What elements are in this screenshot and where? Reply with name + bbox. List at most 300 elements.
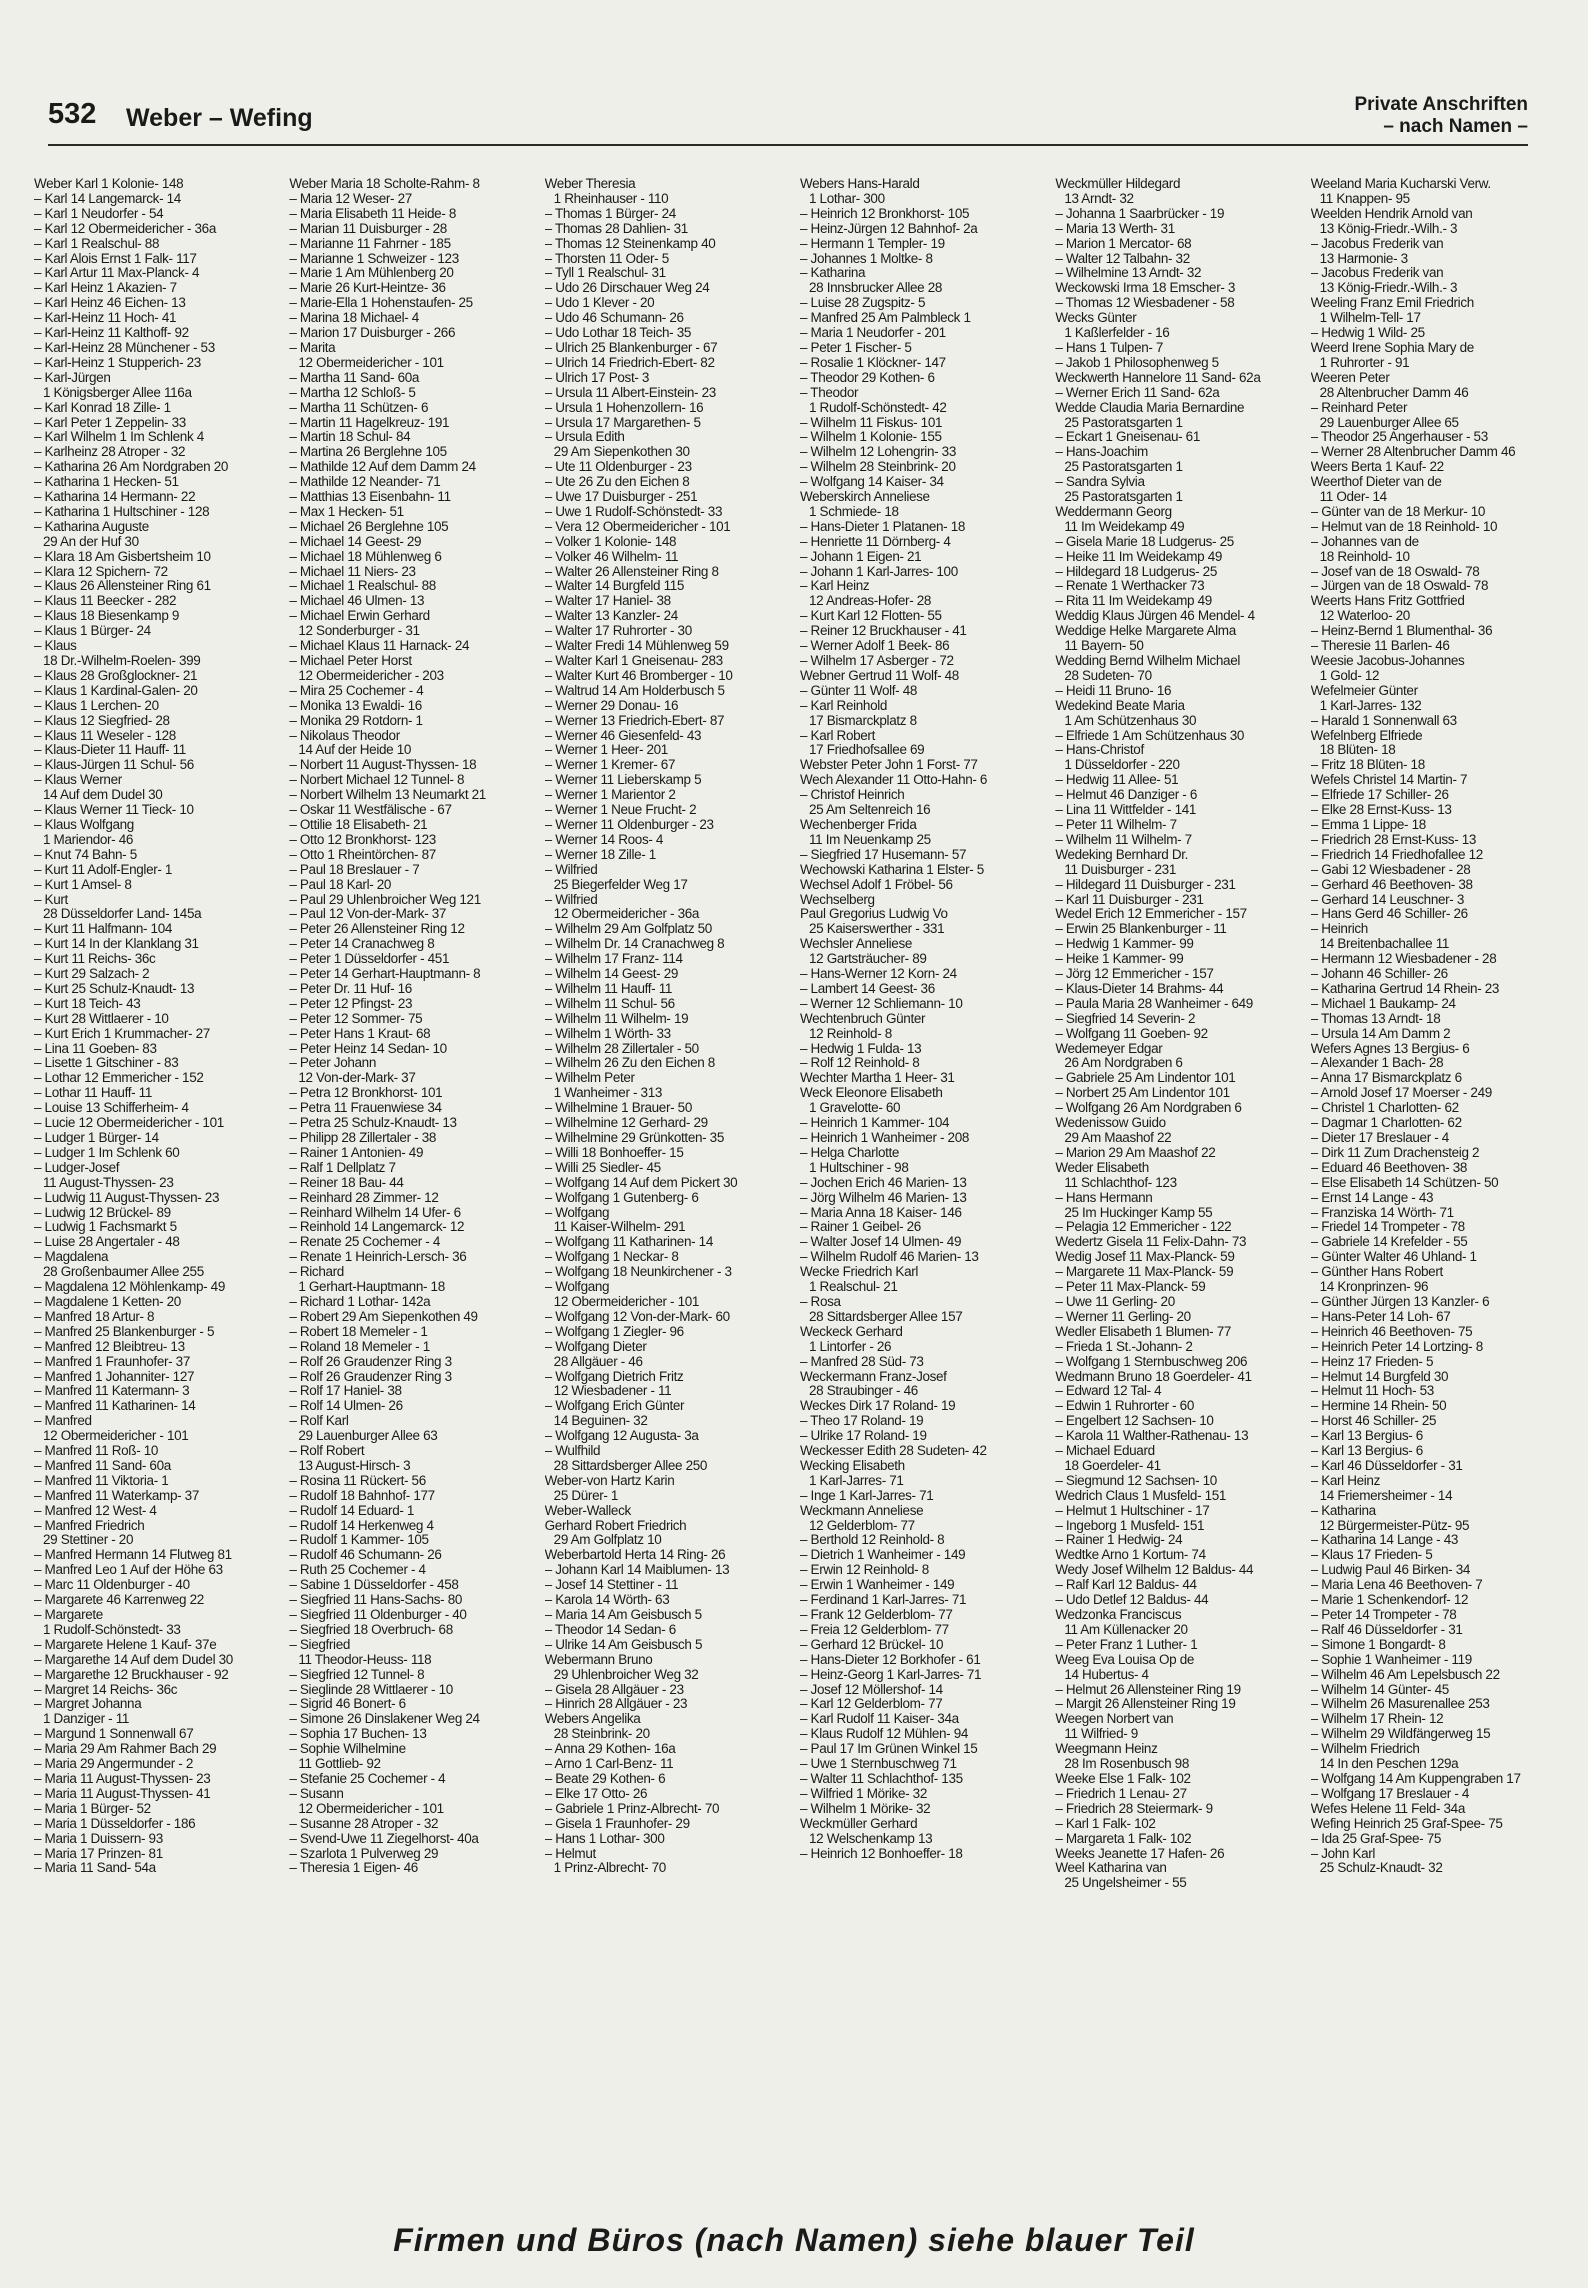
directory-entry: Wefelmeier Günter bbox=[1310, 683, 1418, 698]
page-number: 532 bbox=[48, 98, 97, 130]
directory-entry: Wedrich Claus 1 Musfeld- 151 bbox=[1055, 1488, 1227, 1503]
directory-entry: – Klara 18 Am Gisbertsheim 10 bbox=[34, 549, 211, 564]
directory-entry: – Klaus-Dieter 14 Brahms- 44 bbox=[1055, 981, 1224, 996]
directory-entry: – Lucie 12 Obermeidericher - 101 bbox=[34, 1116, 224, 1131]
directory-entry: 11 Wilfried- 9 bbox=[1064, 1727, 1138, 1742]
directory-entry: – Karl 1 Realschul- 88 bbox=[34, 236, 160, 251]
directory-entry: – Siegfried 18 Overbruch- 68 bbox=[289, 1622, 453, 1637]
directory-entry: – Hans-Joachim bbox=[1055, 445, 1148, 460]
directory-entry: – Ralf 1 Dellplatz 7 bbox=[289, 1160, 396, 1175]
directory-entry: – Peter 12 Pfingst- 23 bbox=[289, 996, 413, 1011]
directory-entry: – Maria Elisabeth 11 Heide- 8 bbox=[289, 206, 457, 221]
directory-entry: – Rosina 11 Rückert- 56 bbox=[289, 1473, 426, 1488]
directory-entry: – Karl Reinhold bbox=[799, 698, 888, 713]
directory-entry: 25 Dürer- 1 bbox=[553, 1488, 619, 1503]
directory-entry: – Klaus bbox=[34, 639, 77, 654]
directory-entry: 1 Rheinhauser - 110 bbox=[553, 191, 669, 206]
directory-entry: – Emma 1 Lippe- 18 bbox=[1310, 817, 1426, 832]
directory-entry: 14 Beguinen- 32 bbox=[553, 1414, 648, 1429]
directory-entry: – Wilhelm 29 Am Golfplatz 50 bbox=[544, 922, 712, 937]
directory-entry: – Arno 1 Carl-Benz- 11 bbox=[544, 1757, 674, 1772]
directory-entry: – Lina 11 Wittfelder - 141 bbox=[1055, 803, 1197, 818]
directory-entry: – Norbert 11 August-Thyssen- 18 bbox=[289, 758, 477, 773]
directory-entry: – Paul 18 Breslauer - 7 bbox=[289, 862, 420, 877]
directory-entry: 12 Sonderburger - 31 bbox=[298, 624, 420, 639]
directory-entry: – Heinz-Jürgen 12 Bahnhof- 2a bbox=[799, 221, 978, 236]
directory-entry: – Wolfgang 14 Auf dem Pickert 30 bbox=[544, 1175, 738, 1190]
directory-entry: – Hans-Christof bbox=[1055, 743, 1144, 758]
directory-entry: – Johanna 1 Saarbrücker - 19 bbox=[1055, 206, 1225, 221]
directory-entry: – Elfriede 17 Schiller- 26 bbox=[1310, 788, 1449, 803]
directory-entry: – Hinrich 28 Allgäuer - 23 bbox=[544, 1697, 688, 1712]
directory-entry: 1 Gold- 12 bbox=[1319, 668, 1380, 683]
directory-entry: – Heike 11 Im Weidekamp 49 bbox=[1055, 549, 1223, 564]
directory-entry: Wedenissow Guido bbox=[1055, 1116, 1166, 1131]
directory-entry: – Kurt 18 Teich- 43 bbox=[34, 996, 141, 1011]
directory-entry: – Friedel 14 Trompeter - 78 bbox=[1310, 1220, 1465, 1235]
directory-entry: – Wilhelm 17 Rhein- 12 bbox=[1310, 1712, 1444, 1727]
directory-entry: 29 Am Siepenkothen 30 bbox=[553, 445, 690, 460]
directory-entry: – Hans-Werner 12 Korn- 24 bbox=[799, 967, 957, 982]
directory-entry: – Martha 11 Sand- 60a bbox=[289, 370, 420, 385]
directory-entry: – Else Elisabeth 14 Schützen- 50 bbox=[1310, 1175, 1499, 1190]
directory-entry: – Margret 14 Reichs- 36c bbox=[34, 1682, 178, 1697]
directory-entry: – Svend-Uwe 11 Ziegelhorst- 40a bbox=[289, 1831, 479, 1846]
directory-entry: – Anna 17 Bismarckplatz 6 bbox=[1310, 1071, 1462, 1086]
directory-entry: – Karl-Heinz 11 Kalthoff- 92 bbox=[34, 326, 189, 341]
directory-entry: – Susann bbox=[289, 1786, 344, 1801]
directory-entry: – Hans-Dieter 1 Platanen- 18 bbox=[799, 519, 966, 534]
directory-entry: – Josef van de 18 Oswald- 78 bbox=[1310, 564, 1480, 579]
directory-entry: – Jürgen van de 18 Oswald- 78 bbox=[1310, 579, 1489, 594]
directory-entry: – Wilhelmine 29 Grünkotten- 35 bbox=[544, 1131, 725, 1145]
directory-entry: – Maria 11 Sand- 54a bbox=[34, 1861, 156, 1876]
directory-entry: – Kurt 11 Reichs- 36c bbox=[34, 952, 156, 967]
directory-entry: 12 Obermeidericher - 36a bbox=[553, 907, 700, 922]
directory-entry: – Siegfried bbox=[289, 1637, 351, 1652]
directory-entry: – Lina 11 Goeben- 83 bbox=[34, 1041, 157, 1056]
directory-entry: – Karl Heinz 46 Eichen- 13 bbox=[34, 296, 186, 311]
directory-entry: 11 Kaiser-Wilhelm- 291 bbox=[553, 1220, 686, 1235]
directory-entry: 28 Innsbrucker Allee 28 bbox=[808, 281, 943, 296]
directory-entry: 29 Am Maashof 22 bbox=[1064, 1131, 1172, 1145]
directory-entry: Weber Maria 18 Scholte-Rahm- 8 bbox=[289, 177, 480, 191]
directory-entry: – Otto 12 Bronkhorst- 123 bbox=[289, 832, 436, 847]
directory-entry: – Walter 12 Talbahn- 32 bbox=[1055, 251, 1190, 266]
directory-entry: – Uwe 17 Duisburger - 251 bbox=[544, 490, 698, 505]
directory-entry: Wecke Friedrich Karl bbox=[799, 1265, 919, 1280]
directory-entry: – Heidi 11 Bruno- 16 bbox=[1055, 683, 1172, 698]
directory-entry: – Maria 1 Bürger- 52 bbox=[34, 1801, 151, 1816]
directory-entry: 1 Lintorfer - 26 bbox=[808, 1339, 892, 1354]
directory-entry: Wecks Günter bbox=[1055, 311, 1137, 326]
directory-entry: – Margret Johanna bbox=[34, 1697, 142, 1712]
directory-entry: Weeke Else 1 Falk- 102 bbox=[1055, 1771, 1191, 1786]
directory-entry: – Manfred 11 Viktoria- 1 bbox=[34, 1473, 169, 1488]
directory-entry: – Katharina 1 Hultschiner - 128 bbox=[34, 504, 210, 519]
directory-entry: Weber-von Hartz Karin bbox=[544, 1473, 675, 1488]
directory-entry: 28 Düsseldorfer Land- 145a bbox=[43, 907, 202, 922]
directory-entry: – Philipp 28 Zillertaler - 38 bbox=[289, 1131, 437, 1145]
directory-entry: – Rolf 14 Ulmen- 26 bbox=[289, 1399, 403, 1414]
directory-entry: – Hildegard 11 Duisburger - 231 bbox=[1055, 877, 1236, 892]
directory-column-1 bbox=[34, 177, 277, 2195]
directory-entry: – Manfred 11 Katharinen- 14 bbox=[34, 1399, 196, 1414]
directory-entry: – Hedwig 1 Fulda- 13 bbox=[799, 1041, 922, 1056]
directory-entry: Weckmüller Gerhard bbox=[799, 1816, 918, 1831]
directory-entry: – Hans-Dieter 12 Borkhofer - 61 bbox=[799, 1652, 981, 1667]
directory-entry: – Klaus 17 Frieden- 5 bbox=[1310, 1548, 1433, 1563]
directory-entry: – Harald 1 Sonnenwall 63 bbox=[1310, 713, 1457, 728]
directory-entry: – Siegfried 11 Hans-Sachs- 80 bbox=[289, 1593, 463, 1608]
directory-entry: – Ludwig 1 Fachsmarkt 5 bbox=[34, 1220, 177, 1235]
directory-entry: – Berthold 12 Reinhold- 8 bbox=[799, 1533, 945, 1548]
directory-entry: – Wilhelm 11 Schul- 56 bbox=[544, 996, 675, 1011]
directory-entry: Weeren Peter bbox=[1310, 370, 1390, 385]
directory-entry: – Wolfgang 26 Am Nordgraben 6 bbox=[1055, 1101, 1242, 1116]
directory-entry: – Engelbert 12 Sachsen- 10 bbox=[1055, 1414, 1214, 1429]
directory-entry: – Margareta 1 Falk- 102 bbox=[1055, 1831, 1192, 1846]
directory-entry: – Norbert Wilhelm 13 Neumarkt 21 bbox=[289, 788, 486, 803]
directory-entry: – Edward 12 Tal- 4 bbox=[1055, 1384, 1162, 1399]
directory-entry: – Dietrich 1 Wanheimer - 149 bbox=[799, 1548, 966, 1563]
directory-entry: – Monika 29 Rotdorn- 1 bbox=[289, 713, 423, 728]
directory-entry: Weckermann Franz-Josef bbox=[799, 1369, 947, 1384]
directory-column-4 bbox=[800, 177, 1043, 2195]
directory-entry: – Michael 14 Geest- 29 bbox=[289, 534, 422, 549]
directory-entry: 25 Am Seltenreich 16 bbox=[808, 803, 931, 818]
directory-entry: – Katharina bbox=[1310, 1503, 1376, 1518]
directory-entry: – Heinrich 1 Wanheimer - 208 bbox=[799, 1131, 970, 1145]
directory-entry: – Karl 46 Düsseldorfer - 31 bbox=[1310, 1458, 1463, 1473]
directory-entry: – Ludger-Josef bbox=[34, 1160, 120, 1175]
directory-entry: – Werner 1 Marientor 2 bbox=[544, 788, 676, 803]
directory-entry: – Mira 25 Cochemer - 4 bbox=[289, 683, 424, 698]
directory-entry: – Walter 14 Burgfeld 115 bbox=[544, 579, 685, 594]
directory-entry: Gerhard Robert Friedrich bbox=[544, 1518, 687, 1533]
directory-entry: – Karl 1 Neudorfer - 54 bbox=[34, 206, 164, 221]
directory-entry: 12 Gelderblom- 77 bbox=[808, 1518, 915, 1533]
directory-entry: – Karl-Heinz 28 Münchener - 53 bbox=[34, 340, 215, 355]
directory-entry: 28 Allgäuer - 46 bbox=[553, 1354, 643, 1369]
directory-entry: – Ulrike 14 Am Geisbusch 5 bbox=[544, 1637, 703, 1652]
directory-entry: – Ferdinand 1 Karl-Jarres- 71 bbox=[799, 1593, 967, 1608]
directory-entry: – Udo Detlef 12 Baldus- 44 bbox=[1055, 1593, 1209, 1608]
directory-entry: 28 Steinbrink- 20 bbox=[553, 1727, 650, 1742]
directory-entry: – Klaus 11 Weseler - 128 bbox=[34, 728, 176, 743]
directory-entry: – Heinz 17 Frieden- 5 bbox=[1310, 1354, 1434, 1369]
directory-entry: Wedig Josef 11 Max-Planck- 59 bbox=[1055, 1250, 1235, 1265]
directory-entry: Wechenberger Frida bbox=[799, 817, 917, 832]
directory-column-6 bbox=[1311, 177, 1554, 2195]
directory-entry: – Eduard 46 Beethoven- 38 bbox=[1310, 1160, 1468, 1175]
directory-entry: 29 Stettiner - 20 bbox=[43, 1533, 134, 1548]
directory-entry: 11 Gottlieb- 92 bbox=[298, 1757, 381, 1772]
directory-entry: – Wolfgang 17 Breslauer - 4 bbox=[1310, 1786, 1470, 1801]
directory-entry: – Katharina 14 Lange - 43 bbox=[1310, 1533, 1459, 1548]
directory-entry: – Norbert Michael 12 Tunnel- 8 bbox=[289, 773, 465, 788]
directory-entry: Weeling Franz Emil Friedrich bbox=[1310, 296, 1474, 311]
directory-entry: – Ursula 17 Margarethen- 5 bbox=[544, 415, 701, 430]
directory-entry: – Michael Peter Horst bbox=[289, 654, 412, 668]
directory-entry: – Kurt 11 Adolf-Engler- 1 bbox=[34, 862, 173, 877]
directory-entry: – Wolfgang Dietrich Fritz bbox=[544, 1369, 684, 1384]
directory-entry: – Klaus 18 Biesenkamp 9 bbox=[34, 609, 180, 624]
directory-entry: – Hermine 14 Rhein- 50 bbox=[1310, 1399, 1447, 1414]
directory-entry: – Martin 18 Schul- 84 bbox=[289, 430, 411, 445]
directory-entry: Wedde Claudia Maria Bernardine bbox=[1055, 400, 1245, 415]
directory-entry: – Werner 28 Altenbrucher Damm 46 bbox=[1310, 445, 1516, 460]
directory-entry: 13 August-Hirsch- 3 bbox=[298, 1458, 411, 1473]
directory-entry: – Marie 1 Schenkendorf- 12 bbox=[1310, 1593, 1469, 1608]
directory-entry: – Klaus 1 Lerchen- 20 bbox=[34, 698, 159, 713]
directory-entry: – Vera 12 Obermeidericher - 101 bbox=[544, 519, 731, 534]
directory-entry: Wefers Agnes 13 Bergius- 6 bbox=[1310, 1041, 1470, 1056]
directory-entry: – Rolf 26 Graudenzer Ring 3 bbox=[289, 1354, 452, 1369]
directory-entry: 18 Blüten- 18 bbox=[1319, 743, 1396, 758]
directory-entry: 11 Duisburger - 231 bbox=[1064, 862, 1176, 877]
directory-entry: Weerthof Dieter van de bbox=[1310, 475, 1442, 490]
directory-entry: – Magdalene 1 Ketten- 20 bbox=[34, 1294, 181, 1309]
directory-entry: 29 Am Golfplatz 10 bbox=[553, 1533, 662, 1548]
directory-entry: Weber Karl 1 Kolonie- 148 bbox=[34, 177, 184, 191]
directory-entry: – Wilfried bbox=[544, 862, 598, 877]
directory-entry: – Frieda 1 St.-Johann- 2 bbox=[1055, 1339, 1193, 1354]
directory-entry: – Thorsten 11 Oder- 5 bbox=[544, 251, 669, 266]
section-title bbox=[1354, 94, 1528, 138]
directory-entry: – Werner 18 Zille- 1 bbox=[544, 847, 656, 862]
directory-entry: – Helga Charlotte bbox=[799, 1145, 900, 1160]
directory-entry: – Michael Eduard bbox=[1055, 1444, 1155, 1459]
directory-entry: – Oskar 11 Westfälische - 67 bbox=[289, 803, 452, 818]
directory-entry: – Marc 11 Oldenburger - 40 bbox=[34, 1578, 190, 1593]
directory-entry: – Wulfhild bbox=[544, 1444, 601, 1459]
directory-entry: – Pelagia 12 Emmericher - 122 bbox=[1055, 1220, 1232, 1235]
directory-entry: – Rolf 12 Reinhold- 8 bbox=[799, 1056, 920, 1071]
directory-entry: – Manfred 28 Süd- 73 bbox=[799, 1354, 924, 1369]
directory-entry: – Friedrich 1 Lenau- 27 bbox=[1055, 1786, 1187, 1801]
directory-entry: – Karl 11 Duisburger - 231 bbox=[1055, 892, 1204, 907]
directory-entry: – Marianne 1 Schweizer - 123 bbox=[289, 251, 459, 266]
directory-entry: – Wolfgang 14 Kaiser- 34 bbox=[799, 475, 944, 490]
directory-entry: Wechtenbruch Günter bbox=[799, 1011, 926, 1026]
directory-entry: – Josef 14 Stettiner - 11 bbox=[544, 1578, 679, 1593]
directory-entry: – Wilhelm 11 Wilhelm- 19 bbox=[544, 1011, 689, 1026]
directory-entry: – Hedwig 1 Wild- 25 bbox=[1310, 326, 1425, 341]
directory-entry: 1 Kaßlerfelder - 16 bbox=[1064, 326, 1170, 341]
directory-entry: – Wilhelm 11 Wilhelm- 7 bbox=[1055, 832, 1192, 847]
directory-entry: – Magdalena 12 Möhlenkamp- 49 bbox=[34, 1280, 225, 1295]
directory-entry: – Michael 11 Niers- 23 bbox=[289, 564, 416, 579]
directory-entry: – Reinhard 28 Zimmer- 12 bbox=[289, 1190, 439, 1205]
directory-entry: 11 Im Weidekamp 49 bbox=[1064, 519, 1185, 534]
directory-entry: 28 Sittardsberger Allee 157 bbox=[808, 1309, 963, 1324]
directory-entry: 1 Danziger - 11 bbox=[43, 1712, 130, 1727]
directory-entry: – Roland 18 Memeler - 1 bbox=[289, 1339, 430, 1354]
directory-entry: – Udo 1 Klever - 20 bbox=[544, 296, 655, 311]
directory-entry: – Louise 13 Schifferheim- 4 bbox=[34, 1101, 189, 1116]
directory-entry: – Friedrich 28 Ernst-Kuss- 13 bbox=[1310, 832, 1477, 847]
section-title-line-2: – nach Namen – bbox=[1383, 116, 1528, 137]
directory-entry: – Karl 14 Langemarck- 14 bbox=[34, 191, 181, 206]
directory-entry: – Werner 13 Friedrich-Ebert- 87 bbox=[544, 713, 725, 728]
directory-entry: – Günther Jürgen 13 Kanzler- 6 bbox=[1310, 1294, 1490, 1309]
directory-entry: – Monika 13 Ewaldi- 16 bbox=[289, 698, 422, 713]
directory-entry: – Thomas 1 Bürger- 24 bbox=[544, 206, 676, 221]
directory-entry: 13 Arndt- 32 bbox=[1064, 191, 1134, 206]
directory-entry: – Siegfried 14 Severin- 2 bbox=[1055, 1011, 1196, 1026]
directory-entry: – Rita 11 Im Weidekamp 49 bbox=[1055, 594, 1212, 609]
directory-entry: – Mathilde 12 Auf dem Damm 24 bbox=[289, 460, 476, 475]
footer-note: Firmen und Büros (nach Namen) siehe blauer Teil bbox=[393, 2222, 1195, 2258]
directory-entry: – Wilhelm Rudolf 46 Marien- 13 bbox=[799, 1250, 979, 1265]
directory-entry: 11 Schlachthof- 123 bbox=[1064, 1175, 1177, 1190]
directory-entry: Wechsler Anneliese bbox=[799, 937, 913, 952]
directory-entry: – Martin 11 Hagelkreuz- 191 bbox=[289, 415, 450, 430]
directory-entry: – Gabi 12 Wiesbadener - 28 bbox=[1310, 862, 1471, 877]
directory-entry: – Richard bbox=[289, 1265, 344, 1280]
directory-entry: 14 In den Peschen 129a bbox=[1319, 1757, 1459, 1772]
directory-entry: – Anna 29 Kothen- 16a bbox=[544, 1742, 676, 1757]
directory-entry: 12 Gartsträucher- 89 bbox=[808, 952, 927, 967]
directory-entry: – Siegfried 12 Tunnel- 8 bbox=[289, 1667, 425, 1682]
directory-entry: – Klaus-Dieter 11 Hauff- 11 bbox=[34, 743, 186, 758]
directory-entry: – Helmut 14 Burgfeld 30 bbox=[1310, 1369, 1449, 1384]
directory-entry: – Wilhelmine 13 Arndt- 32 bbox=[1055, 266, 1202, 281]
directory-entry: – Gerhard 14 Leuschner- 3 bbox=[1310, 892, 1464, 907]
directory-entry: – Walter 17 Haniel- 38 bbox=[544, 594, 671, 609]
directory-entry: – Henriette 11 Dörnberg- 4 bbox=[799, 534, 951, 549]
directory-entry: – Rainer 1 Hedwig- 24 bbox=[1055, 1533, 1183, 1548]
directory-entry: 12 Obermeidericher - 101 bbox=[43, 1429, 189, 1444]
directory-entry: – Rainer 1 Antonien- 49 bbox=[289, 1145, 424, 1160]
directory-entry: – Wolfgang 12 Von-der-Mark- 60 bbox=[544, 1309, 730, 1324]
directory-entry: – Karlheinz 28 Atroper - 32 bbox=[34, 445, 186, 460]
directory-entry: – Ursula 11 Albert-Einstein- 23 bbox=[544, 385, 716, 400]
directory-entry: – Karl Rudolf 11 Kaiser- 34a bbox=[799, 1712, 959, 1727]
directory-entry: – Sophia 17 Buchen- 13 bbox=[289, 1727, 427, 1742]
directory-entry: – Michael 1 Realschul- 88 bbox=[289, 579, 436, 594]
directory-entry: – Hans Gerd 46 Schiller- 26 bbox=[1310, 907, 1468, 922]
directory-entry: – Karl Konrad 18 Zille- 1 bbox=[34, 400, 171, 415]
directory-entry: – Karola 11 Walther-Rathenau- 13 bbox=[1055, 1429, 1249, 1444]
directory-entry: – Rainer 1 Geibel- 26 bbox=[799, 1220, 921, 1235]
directory-entry: – Maria 1 Duissern- 93 bbox=[34, 1831, 163, 1846]
directory-entry: – Heinrich 46 Beethoven- 75 bbox=[1310, 1324, 1473, 1339]
directory-entry: – Rosa bbox=[799, 1294, 841, 1309]
directory-entry: – Karl Heinz bbox=[799, 579, 870, 594]
directory-entry: – Theresia 1 Eigen- 46 bbox=[289, 1861, 418, 1876]
directory-entry: Weeks Jeanette 17 Hafen- 26 bbox=[1055, 1846, 1225, 1861]
directory-entry: – Margit 26 Allensteiner Ring 19 bbox=[1055, 1697, 1236, 1712]
directory-entry: – Ralf 46 Düsseldorfer - 31 bbox=[1310, 1622, 1463, 1637]
directory-entry: – Stefanie 25 Cochemer - 4 bbox=[289, 1771, 446, 1786]
directory-entry: – Wolfgang 1 Sternbuschweg 206 bbox=[1055, 1354, 1248, 1369]
directory-entry: – Walter Karl 1 Gneisenau- 283 bbox=[544, 654, 723, 668]
directory-entry: 12 Von-der-Mark- 37 bbox=[298, 1071, 416, 1086]
directory-entry: – Maria Anna 18 Kaiser- 146 bbox=[799, 1205, 962, 1220]
directory-entry: 28 Straubinger - 46 bbox=[808, 1384, 918, 1399]
directory-entry: – Karl Heinz 1 Akazien- 7 bbox=[34, 281, 177, 296]
directory-entry: – Peter 11 Wilhelm- 7 bbox=[1055, 817, 1177, 832]
directory-entry: – Rudolf 18 Bahnhof- 177 bbox=[289, 1488, 435, 1503]
directory-entry: 18 Reinhold- 10 bbox=[1319, 549, 1410, 564]
directory-entry: – Maria 1 Neudorfer - 201 bbox=[799, 326, 946, 341]
directory-entry: – Udo 26 Dirschauer Weg 24 bbox=[544, 281, 710, 296]
directory-entry: 14 Hubertus- 4 bbox=[1064, 1667, 1149, 1682]
directory-entry: Wefelnberg Elfriede bbox=[1310, 728, 1423, 743]
directory-entry: – Werner 11 Gerling- 20 bbox=[1055, 1309, 1191, 1324]
directory-entry: Wedy Josef Wilhelm 12 Baldus- 44 bbox=[1055, 1563, 1254, 1578]
directory-entry: Weerts Hans Fritz Gottfried bbox=[1310, 594, 1465, 609]
directory-entry: – Kurt 29 Salzach- 2 bbox=[34, 967, 150, 982]
directory-entry: – Tyll 1 Realschul- 31 bbox=[544, 266, 666, 281]
directory-entry: 17 Bismarckplatz 8 bbox=[808, 713, 917, 728]
directory-entry: – Wilhelm 1 Kolonie- 155 bbox=[799, 430, 942, 445]
directory-entry: Wedemeyer Edgar bbox=[1055, 1041, 1163, 1056]
directory-entry: – Marion 17 Duisburger - 266 bbox=[289, 326, 456, 341]
directory-entry: – Rudolf 14 Eduard- 1 bbox=[289, 1503, 415, 1518]
directory-entry: – Erwin 1 Wanheimer - 149 bbox=[799, 1578, 955, 1593]
directory-entry: – Kurt 11 Halfmann- 104 bbox=[34, 922, 173, 937]
directory-entry: – Martina 26 Berglehne 105 bbox=[289, 445, 447, 460]
directory-entry: – Peter 1 Fischer- 5 bbox=[799, 340, 912, 355]
directory-entry: – Eckart 1 Gneisenau- 61 bbox=[1055, 430, 1201, 445]
directory-entry: 11 Bayern- 50 bbox=[1064, 639, 1144, 654]
directory-entry: – Walter Fredi 14 Mühlenweg 59 bbox=[544, 639, 729, 654]
directory-entry: – Heinrich 1 Kammer- 104 bbox=[799, 1116, 950, 1131]
directory-entry: – Karl-Jürgen bbox=[34, 370, 111, 385]
directory-entry: – Wolfgang Dieter bbox=[544, 1339, 647, 1354]
directory-entry: – Robert 29 Am Siepenkothen 49 bbox=[289, 1309, 478, 1324]
directory-entry: – Wolfgang 12 Augusta- 3a bbox=[544, 1429, 699, 1444]
directory-entry: – Klaus 1 Kardinal-Galen- 20 bbox=[34, 683, 198, 698]
directory-entry: – Peter 14 Trompeter - 78 bbox=[1310, 1608, 1457, 1622]
directory-entry: – Manfred 25 Blankenburger - 5 bbox=[34, 1324, 215, 1339]
directory-entry: Wechsel Adolf 1 Fröbel- 56 bbox=[799, 877, 953, 892]
directory-entry: – Udo Lothar 18 Teich- 35 bbox=[544, 326, 692, 341]
directory-entry: – Peter Franz 1 Luther- 1 bbox=[1055, 1637, 1198, 1652]
directory-entry: – Simone 1 Bongardt- 8 bbox=[1310, 1637, 1446, 1652]
directory-entry: – Wilhelm 11 Hauff- 11 bbox=[544, 981, 673, 996]
directory-entry: – Klaus-Jürgen 11 Schul- 56 bbox=[34, 758, 194, 773]
directory-entry: – Marie-Ella 1 Hohenstaufen- 25 bbox=[289, 296, 473, 311]
directory-entry: – Michael 1 Baukamp- 24 bbox=[1310, 996, 1456, 1011]
directory-entry: – Karl Artur 11 Max-Planck- 4 bbox=[34, 266, 200, 281]
directory-entry: – Rolf 17 Haniel- 38 bbox=[289, 1384, 402, 1399]
directory-entry: – Ursula Edith bbox=[544, 430, 625, 445]
directory-entry: – Werner 1 Kremer- 67 bbox=[544, 758, 676, 773]
directory-entry: – Maria 29 Am Rahmer Bach 29 bbox=[34, 1742, 217, 1757]
directory-entry: – Luise 28 Angertaler - 48 bbox=[34, 1235, 180, 1250]
directory-entry: – Knut 74 Bahn- 5 bbox=[34, 847, 137, 862]
directory-entry: – Walter 11 Schlachthof- 135 bbox=[799, 1771, 963, 1786]
directory-entry: – Mathilde 12 Neander- 71 bbox=[289, 475, 441, 490]
directory-entry: – Wilfried 1 Mörike- 32 bbox=[799, 1786, 927, 1801]
directory-entry: Weelden Hendrik Arnold van bbox=[1310, 206, 1473, 221]
directory-entry: – Renate 1 Werthacker 73 bbox=[1055, 579, 1205, 594]
directory-entry: – Wolfgang 1 Neckar- 8 bbox=[544, 1250, 679, 1265]
directory-entry: – Max 1 Hecken- 51 bbox=[289, 504, 404, 519]
directory-entry: – Peter 1 Düsseldorfer - 451 bbox=[289, 952, 450, 967]
directory-entry: – Renate 25 Cochemer - 4 bbox=[289, 1235, 441, 1250]
directory-entry: – Thomas 13 Arndt- 18 bbox=[1310, 1011, 1441, 1026]
directory-entry: – Jacobus Frederik van bbox=[1310, 266, 1444, 281]
directory-entry: – Hans-Peter 14 Loh- 67 bbox=[1310, 1309, 1451, 1324]
directory-entry: – Paul 12 Von-der-Mark- 37 bbox=[289, 907, 447, 922]
directory-entry: – Heinz-Georg 1 Karl-Jarres- 71 bbox=[799, 1667, 982, 1682]
directory-entry: 1 Wilhelm-Tell- 17 bbox=[1319, 311, 1421, 326]
